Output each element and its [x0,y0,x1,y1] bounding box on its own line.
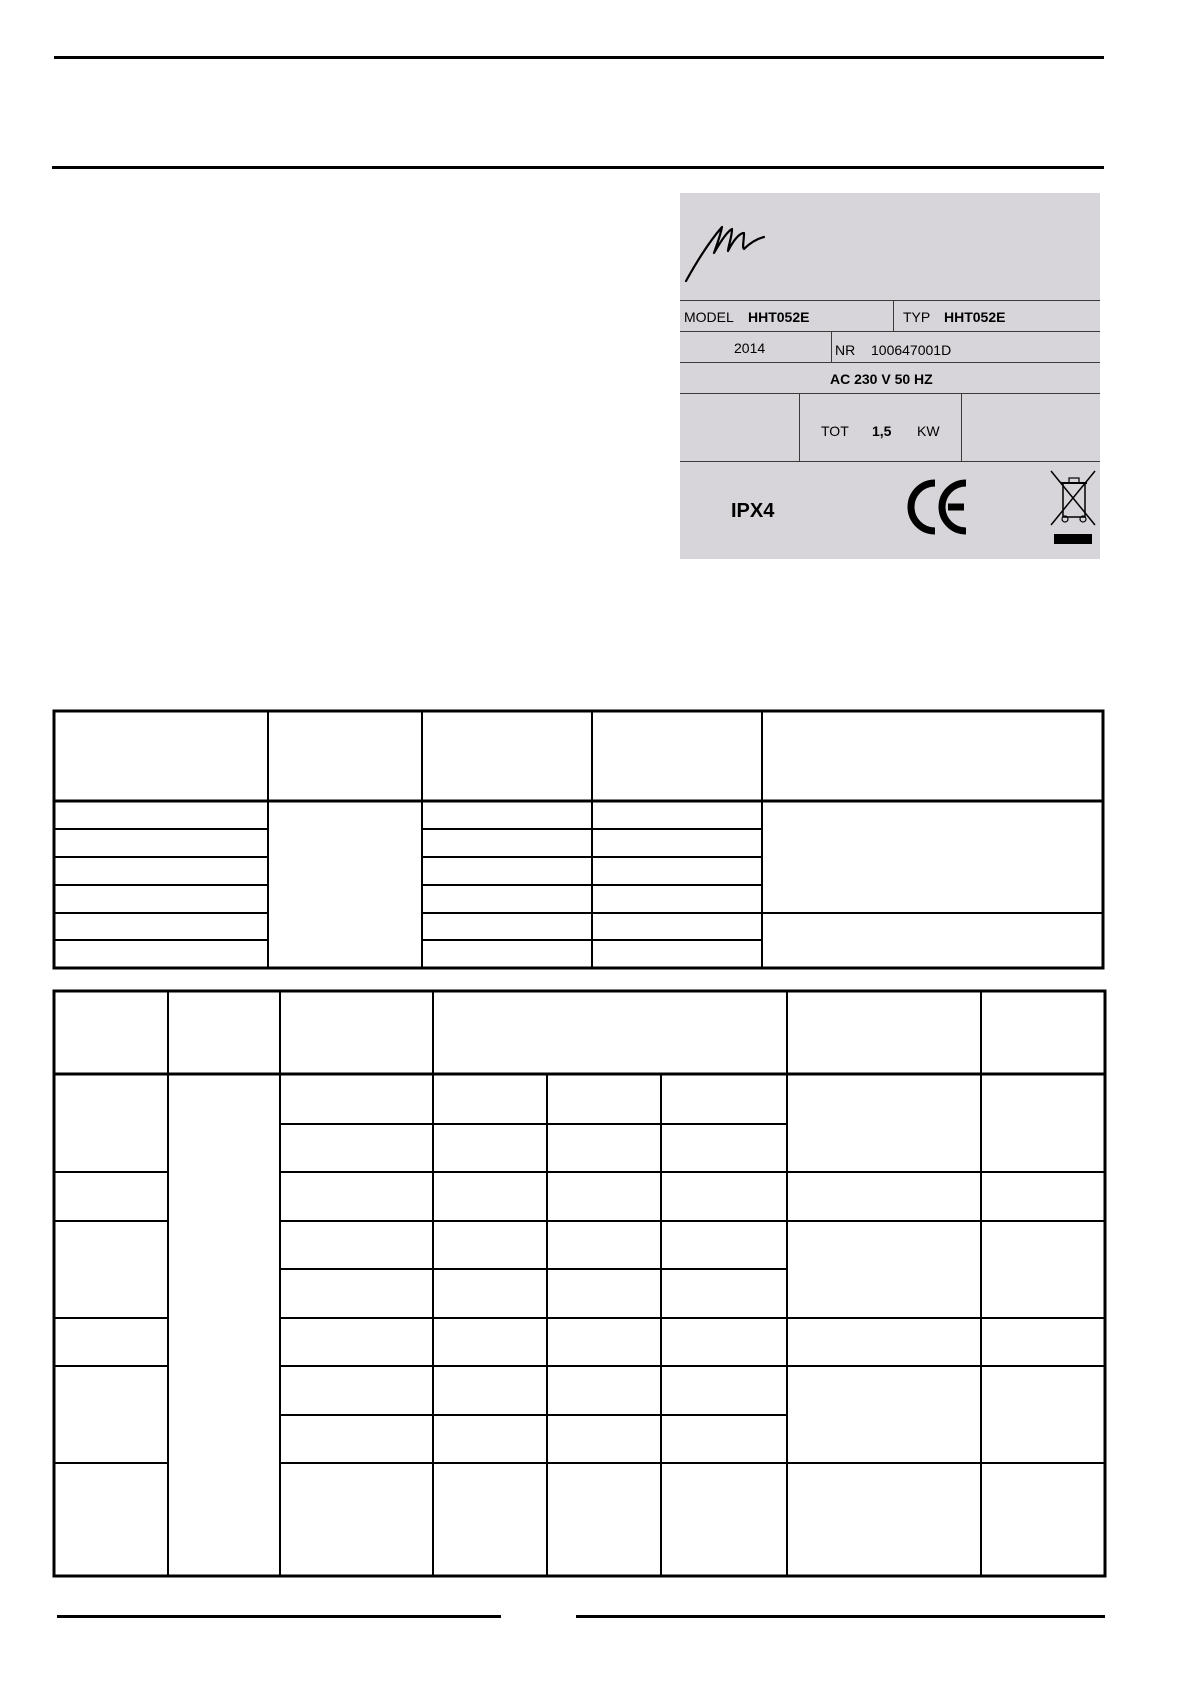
nr-value: 100647001D [871,342,952,358]
table-2-border [54,991,1105,1576]
footer-right-rule [576,1615,1105,1618]
supply-value: AC 230 V 50 HZ [830,371,933,387]
table-1-border [54,711,1103,968]
typ-value: HHT052E [944,309,1006,325]
ip-rating: IPX4 [731,500,775,522]
footer-left-rule [57,1615,501,1618]
year-value: 2014 [734,340,766,356]
table-2-row-lines [54,1124,1105,1463]
nr-label: NR [835,342,856,358]
table-1-row-lines [54,829,1103,940]
tot-value: 1,5 [872,423,892,439]
table-2-col-lines [168,991,981,1576]
model-value: HHT052E [748,309,810,325]
tot-unit: KW [917,423,940,439]
tot-label: TOT [821,423,849,439]
model-label: MODEL [684,309,734,325]
typ-label: TYP [903,309,931,325]
